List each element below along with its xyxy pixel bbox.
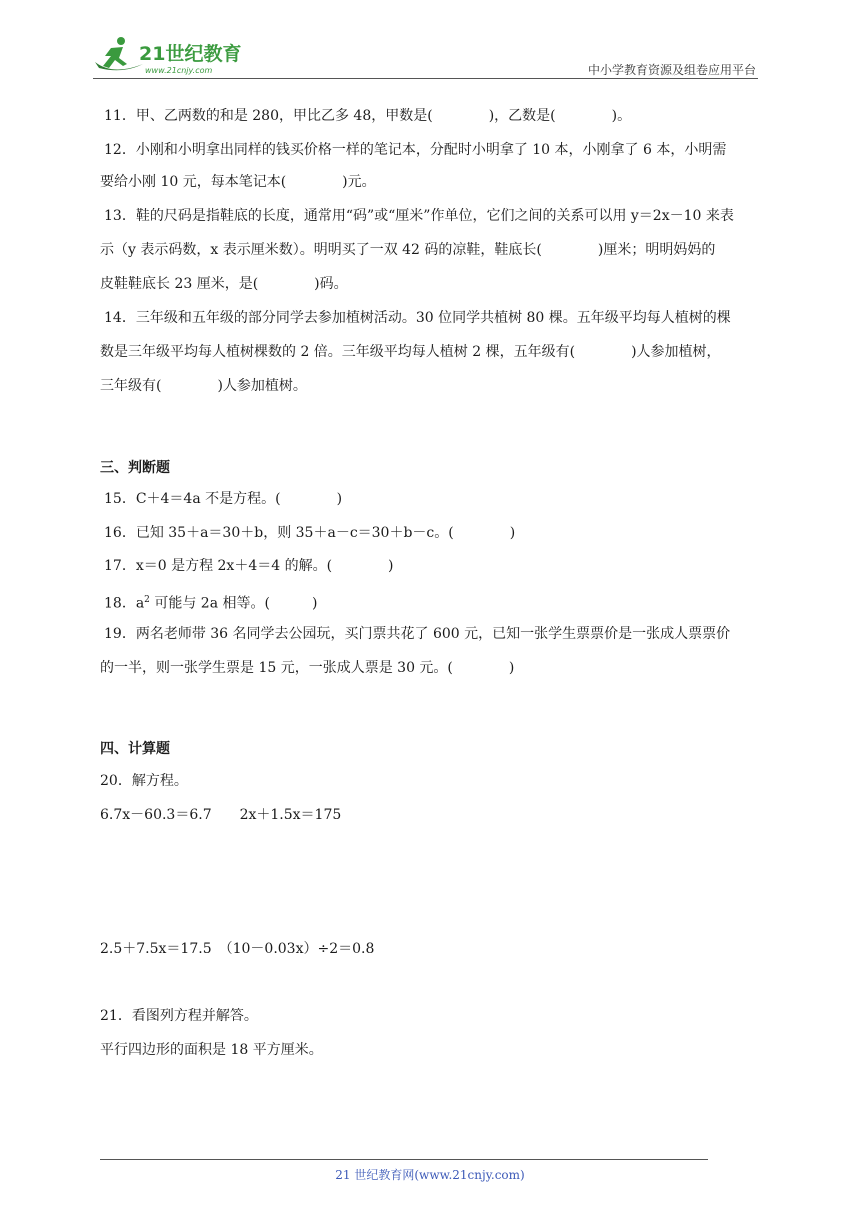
svg-text:21世纪教育: 21世纪教育 bbox=[139, 43, 242, 65]
runner-icon bbox=[95, 37, 143, 70]
question-19-line-2: 的一半，则一张学生票是 15 元，一张成人票是 30 元。( ) bbox=[100, 660, 515, 676]
question-11: 11．甲、乙两数的和是 280，甲比乙多 48，甲数是( )，乙数是( )。 bbox=[104, 108, 632, 124]
question-15: 15．C＋4＝4a 不是方程。( ) bbox=[104, 491, 343, 507]
svg-text:www.21cnjy.com: www.21cnjy.com bbox=[145, 66, 213, 75]
equation-row-2: 2.5＋7.5x＝17.5 （10－0.03x）÷2＝0.8 bbox=[100, 941, 375, 957]
question-13-line-1: 13．鞋的尺码是指鞋底的长度，通常用“码”或“厘米”作单位，它们之间的关系可以用 y＝2x－10 来表 bbox=[104, 208, 734, 224]
question-13-line-2: 示（y 表示码数，x 表示厘米数）。明明买了一双 42 码的凉鞋，鞋底长( )厘米；明明妈妈的 bbox=[100, 242, 716, 258]
footer-link[interactable]: 21 世纪教育网(www.21cnjy.com) bbox=[335, 1168, 525, 1182]
section-title-calculation: 四、计算题 bbox=[100, 741, 170, 757]
question-21-description: 平行四边形的面积是 18 平方厘米。 bbox=[100, 1042, 323, 1058]
question-13-line-3: 皮鞋鞋底长 23 厘米，是( )码。 bbox=[100, 276, 348, 292]
footer-divider bbox=[100, 1159, 708, 1160]
section-title-judgement: 三、判断题 bbox=[100, 460, 170, 476]
header-divider bbox=[93, 78, 758, 79]
question-17: 17．x＝0 是方程 2x＋4＝4 的解。( ) bbox=[104, 558, 394, 574]
question-19-line-1: 19．两名老师带 36 名同学去公园玩，买门票共花了 600 元，已知一张学生票票价是一张成人票票价 bbox=[104, 626, 731, 642]
header-platform-text: 中小学教育资源及组卷应用平台 bbox=[587, 63, 756, 77]
question-20: 20．解方程。 bbox=[100, 773, 188, 789]
question-18: 18．$a^2$ 可能与 2a 相等。( ) bbox=[104, 595, 318, 612]
question-14-line-2: 数是三年级平均每人植树棵数的 2 倍。三年级平均每人植树 2 棵，五年级有( )人参加植树， bbox=[100, 344, 721, 360]
question-14-line-3: 三年级有( )人参加植树。 bbox=[100, 378, 307, 394]
question-21: 21．看图列方程并解答。 bbox=[100, 1008, 258, 1024]
equation-row-1: 6.7x－60.3＝6.7 2x＋1.5x＝175 bbox=[100, 807, 342, 823]
question-12-line-2: 要给小刚 10 元，每本笔记本( )元。 bbox=[100, 174, 376, 190]
logo bbox=[93, 34, 263, 78]
question-14-line-1: 14．三年级和五年级的部分同学去参加植树活动。30 位同学共植树 80 棵。五年级平均每人植树的棵 bbox=[104, 310, 731, 326]
question-16: 16．已知 35＋a＝30＋b，则 35＋a－c＝30＋b－c。( ) bbox=[104, 525, 516, 541]
question-12-line-1: 12．小刚和小明拿出同样的钱买价格一样的笔记本，分配时小明拿了 10 本，小刚拿了 6 本，小明需 bbox=[104, 142, 727, 158]
